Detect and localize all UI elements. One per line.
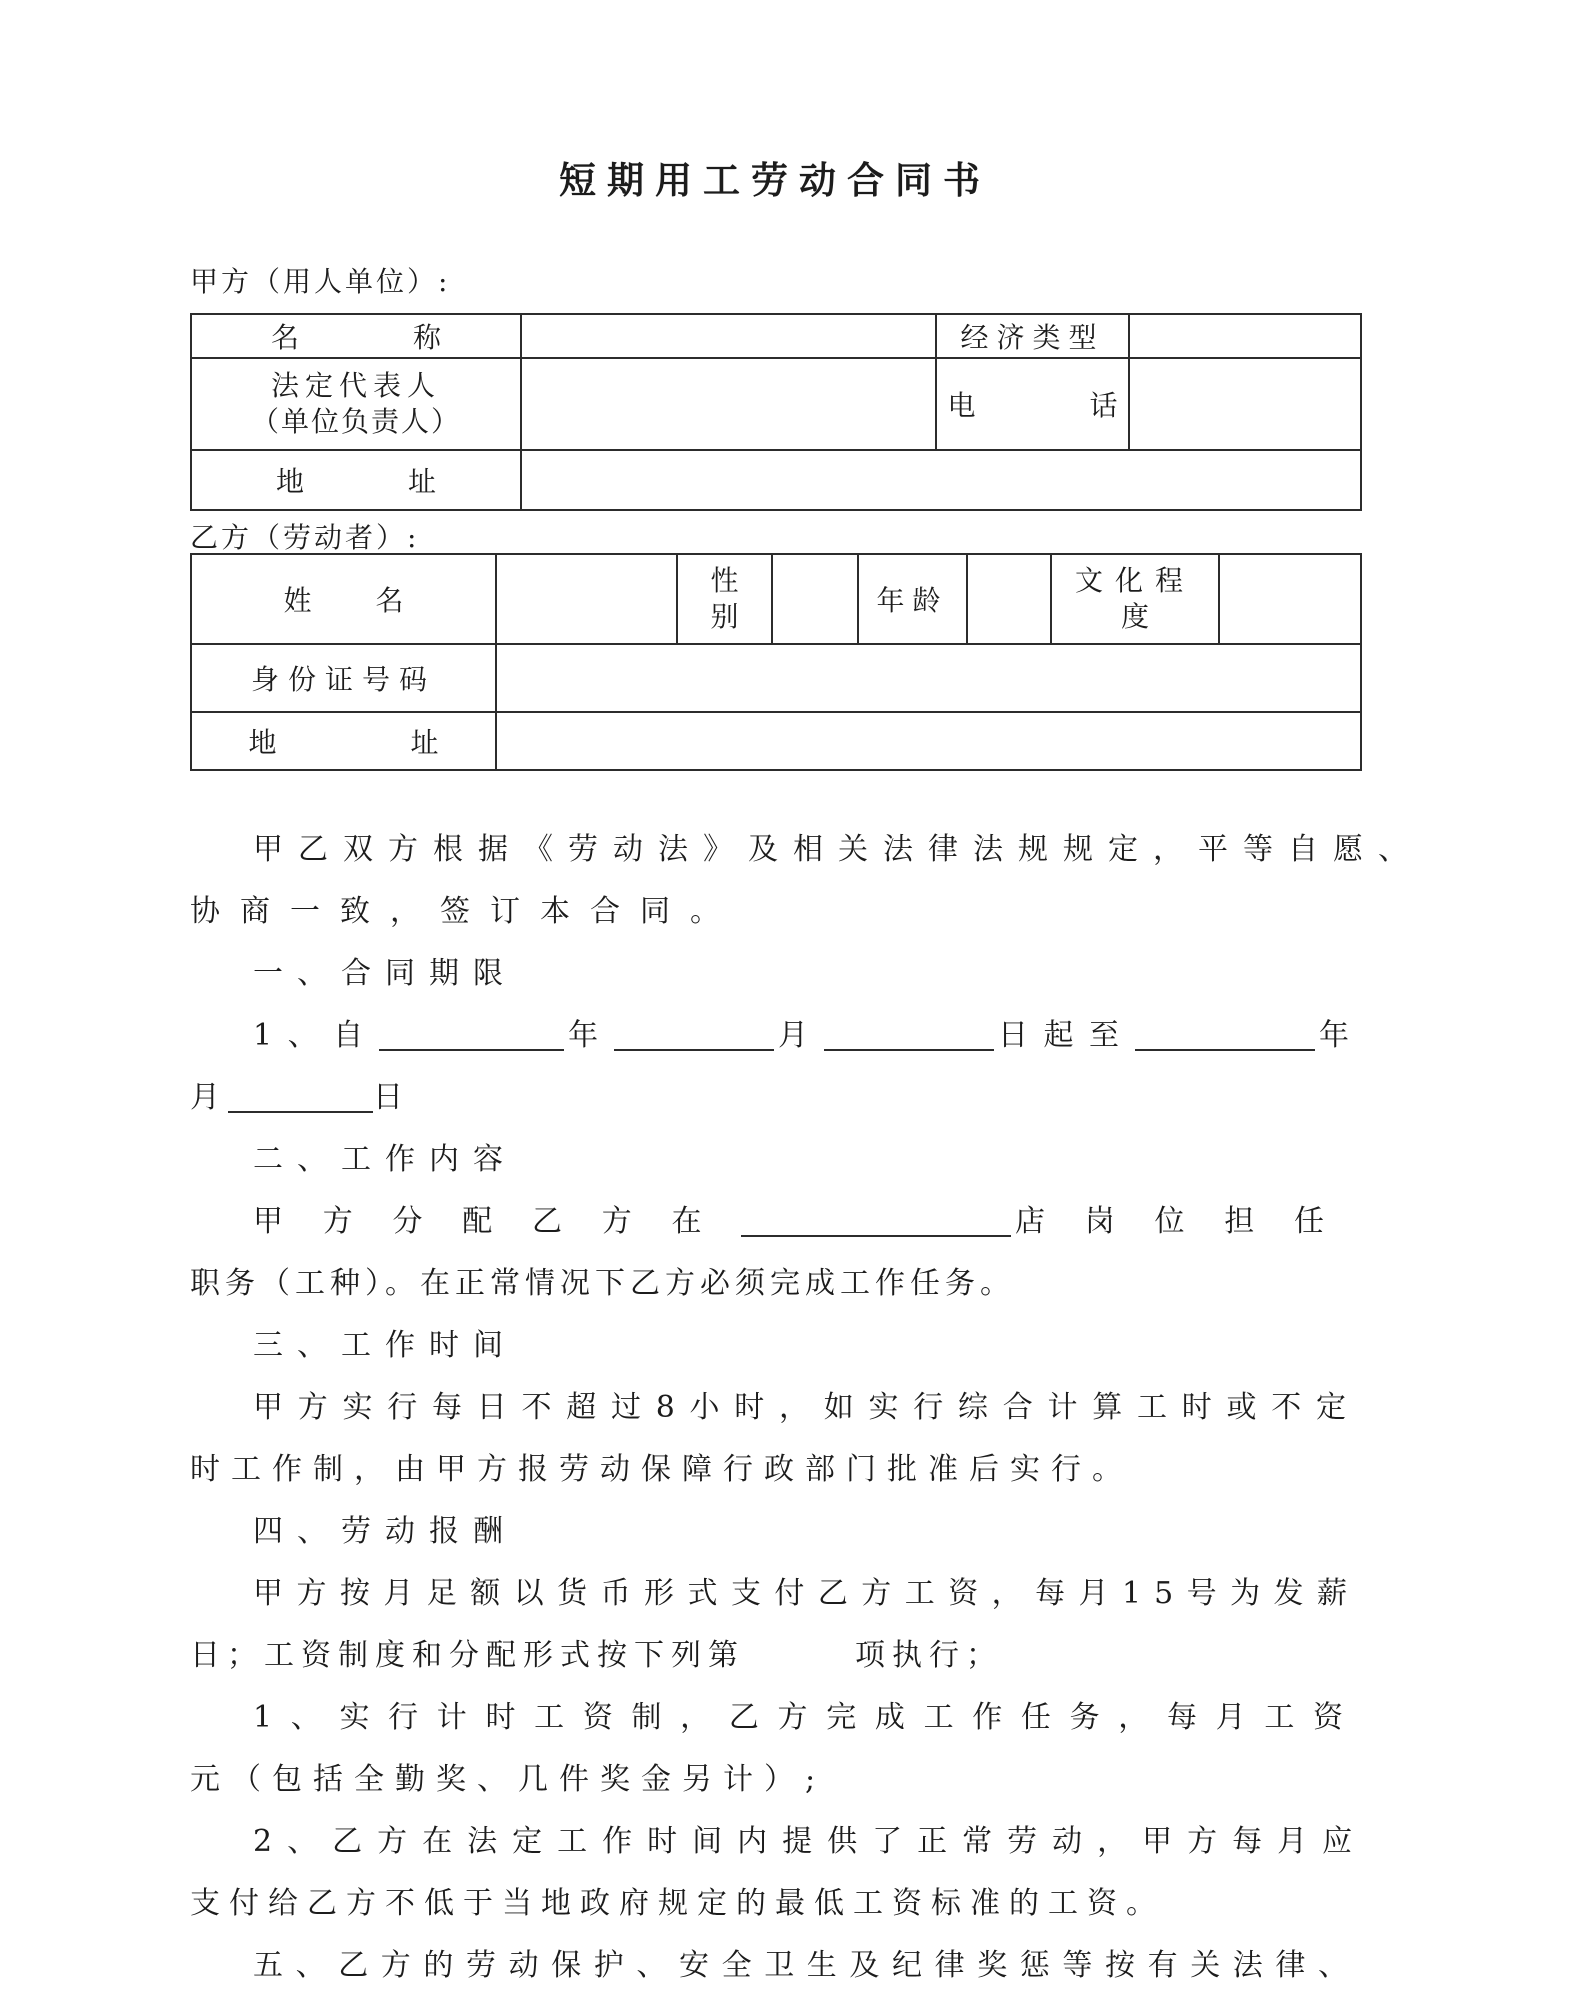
contract-body (190, 819, 1423, 1997)
legal-rep-label-cell (191, 358, 521, 450)
education-value-cell[interactable] (1219, 554, 1361, 644)
education-label-line1: 文化程 (1074, 564, 1195, 597)
fill-in-blank[interactable] (824, 1013, 994, 1051)
contract-line (190, 1005, 1360, 1067)
contract-line (190, 1935, 1360, 1997)
phone-value-cell[interactable] (1129, 358, 1361, 450)
fill-in-blank[interactable] (379, 1013, 564, 1051)
contract-line (190, 1563, 1360, 1625)
contract-line (190, 1439, 1360, 1501)
contract-text: 甲方按月足额以货币形式支付乙方工资，每月15号为发薪 (253, 1576, 1360, 1611)
party-b-heading: 乙方（劳动者）: (190, 521, 420, 554)
contract-line (190, 1811, 1368, 1873)
company-name-value-cell[interactable] (521, 314, 936, 358)
contract-line (190, 1253, 1360, 1315)
contract-text: 日；工资制度和分配形式按下列第 (190, 1638, 745, 1673)
contract-line (190, 1377, 1360, 1439)
party-a-heading: 甲方（用人单位）: (190, 265, 451, 298)
party-b-table (190, 553, 1362, 771)
company-name-label: 名称 (271, 321, 441, 354)
worker-address-label: 地址 (248, 726, 439, 759)
contract-text: 年 (1314, 1018, 1361, 1053)
contract-text: 三、工作时间 (253, 1328, 517, 1363)
contract-text: 月 (190, 1080, 228, 1115)
contract-text: 1、自 (253, 1018, 379, 1053)
contract-line (190, 819, 1423, 881)
contract-text: 一、合同期限 (253, 956, 517, 991)
age-label-cell (858, 554, 967, 644)
contract-text: 项执行； (855, 1638, 1003, 1673)
contract-line (190, 1749, 1360, 1811)
id-number-label: 身份证号码 (250, 663, 436, 696)
contract-text: 时工作制，由甲方报劳动保障行政部门批准后实行。 (190, 1452, 1133, 1487)
id-number-value-cell[interactable] (496, 644, 1361, 712)
economic-type-label: 经济类型 (960, 321, 1105, 354)
fill-in-blank[interactable] (614, 1013, 774, 1051)
legal-rep-label-line2: （单位负责人） (250, 405, 461, 438)
education-label-line2: 度 (1120, 600, 1149, 633)
contract-line (190, 1067, 1360, 1129)
phone-label-cell (936, 358, 1129, 450)
worker-name-label: 姓名 (283, 584, 404, 617)
contract-text: 五、乙方的劳动保护、安全卫生及纪律奖惩等按有关法律、 (253, 1948, 1360, 1983)
worker-name-value-cell[interactable] (496, 554, 677, 644)
fill-in-blank[interactable] (228, 1075, 373, 1113)
legal-rep-label-line1: 法定代表人 (270, 369, 441, 402)
contract-text: 二、工作内容 (253, 1142, 517, 1177)
contract-line (190, 1315, 1360, 1377)
contract-title: 短期用工劳动合同书 (559, 158, 991, 202)
age-label: 年龄 (876, 584, 949, 617)
company-address-label-cell (191, 450, 521, 510)
age-value-cell[interactable] (967, 554, 1051, 644)
contract-line (190, 1501, 1360, 1563)
contract-text: 2、乙方在法定工作时间内提供了正常劳动，甲方每月应 (253, 1824, 1368, 1859)
legal-rep-value-cell[interactable] (521, 358, 936, 450)
fill-in-blank[interactable] (741, 1199, 1011, 1237)
economic-type-value-cell[interactable] (1129, 314, 1361, 358)
contract-text: 协商一致，签订本合同。 (190, 894, 740, 929)
worker-address-value-cell[interactable] (496, 712, 1361, 770)
id-number-label-cell (191, 644, 496, 712)
company-address-label: 地址 (276, 465, 436, 498)
gender-value-cell[interactable] (772, 554, 858, 644)
contract-text: 支付给乙方不低于当地政府规定的最低工资标准的工资。 (190, 1886, 1165, 1921)
contract-text: 月 (773, 1018, 824, 1053)
contract-text: 年 (563, 1018, 614, 1053)
worker-name-label-cell (191, 554, 496, 644)
education-label-cell (1051, 554, 1219, 644)
contract-text: 四、劳动报酬 (253, 1514, 517, 1549)
contract-line (190, 1687, 1360, 1749)
contract-text: 日 (373, 1080, 411, 1115)
gender-label-line2: 别 (710, 600, 739, 633)
contract-text: 职务（工种）。在正常情况下乙方必须完成工作任务。 (190, 1266, 1015, 1301)
contract-text: 日起至 (993, 1018, 1135, 1053)
contract-text: 甲方实行每日不超过8小时，如实行综合计算工时或不定 (253, 1390, 1360, 1425)
worker-address-label-cell (191, 712, 496, 770)
contract-text: 元（包括全勤奖、几件奖金另计）; (190, 1762, 827, 1797)
contract-line (190, 1191, 1360, 1253)
gender-label-line1: 性 (710, 564, 739, 597)
contract-text: 甲乙双方根据《劳动法》及相关法律法规规定，平等自愿、 (253, 832, 1423, 867)
contract-line (190, 1625, 1360, 1687)
contract-text: 1、实行计时工资制，乙方完成工作任务，每月工资 (253, 1700, 1360, 1735)
contract-line (190, 1129, 1360, 1191)
company-address-value-cell[interactable] (521, 450, 1361, 510)
contract-line (190, 881, 1360, 943)
gender-label-cell (677, 554, 772, 644)
contract-text: 店岗位担任 (1011, 1204, 1360, 1239)
contract-text: 甲方分配乙方在 (253, 1204, 742, 1239)
fill-in-blank[interactable] (1135, 1013, 1315, 1051)
phone-label: 电话 (947, 389, 1118, 422)
company-name-label-cell (191, 314, 521, 358)
economic-type-label-cell (936, 314, 1129, 358)
contract-line (190, 1873, 1360, 1935)
contract-line (190, 943, 1360, 1005)
party-a-table (190, 313, 1362, 511)
